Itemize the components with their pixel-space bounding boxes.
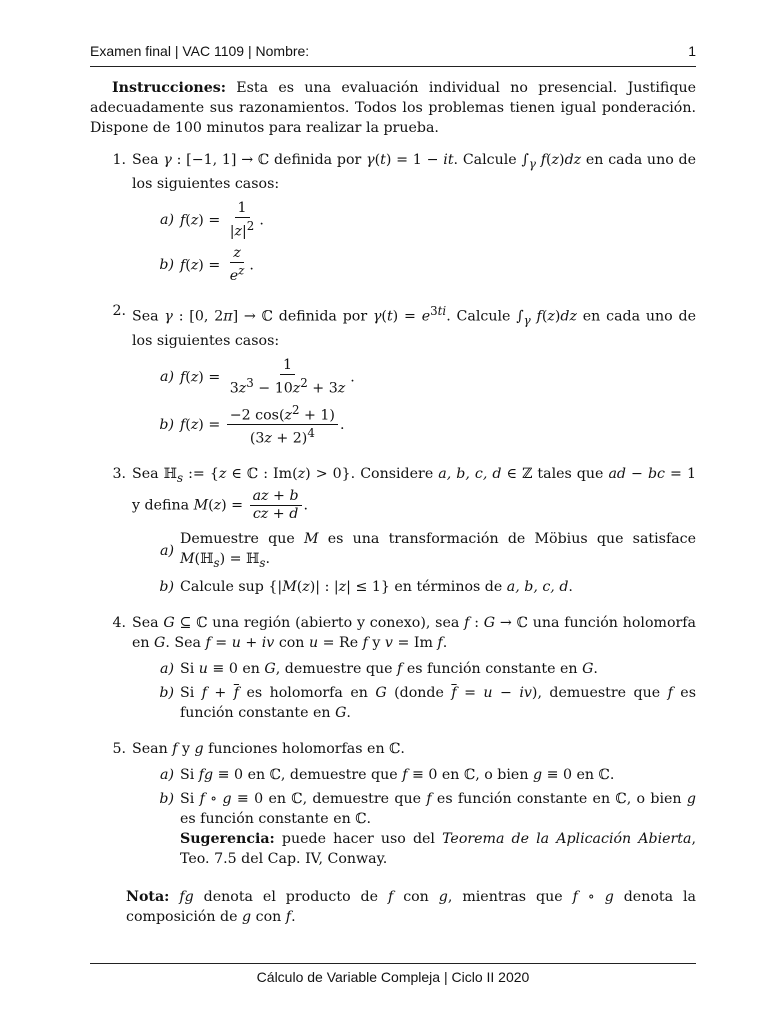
- problem-1: [90, 150, 696, 289]
- instructions-text: Esta es una evaluación individual no presencial. Justifique adecuadamente sus razonamientos. Todos los problemas tienen igual ponderación. Dispone de 100 minutos para realizar la prueba.: [90, 80, 697, 136]
- item-label: a): [160, 660, 174, 677]
- hint-reference: , Teo. 7.5 del Cap. IV, Conway.: [180, 830, 696, 867]
- problem-2: [90, 301, 696, 452]
- problem-1a: a) f(z) = $\frac{1}{|z|^2}$ .: [160, 199, 264, 240]
- footer-rule: [90, 963, 696, 964]
- page-number: 1: [688, 43, 696, 59]
- instructions-label: Instrucciones:: [112, 80, 226, 96]
- note-text: fg denota el producto de f con g, mientras que f ∘ g denota la composición de g con f.: [126, 888, 696, 925]
- note-label: Nota:: [126, 888, 170, 905]
- problem-2a: a) f(z) = $\frac{1}{3z^3 - 10z^2 + 3z}$ .: [160, 356, 355, 397]
- problem-number: 4.: [112, 614, 126, 631]
- item-label: b): [159, 790, 174, 807]
- problem-number: 5.: [112, 740, 126, 757]
- item-label: a): [160, 212, 174, 229]
- problem-2b: b) f(z) = $\frac{-2 \cos(z^2 + 1)}{(3z + 2)^4}$ .: [159, 402, 345, 448]
- item-label: a): [160, 369, 174, 386]
- item-label: b): [159, 416, 174, 433]
- problem-1b: b) f(z) = $\frac{z}{e^z}$ .: [159, 244, 254, 285]
- hint-text: puede hacer uso del: [281, 830, 435, 847]
- item-label: b): [159, 256, 174, 273]
- page-header: [90, 43, 696, 59]
- problem-4b: b) Si $f + \overline{f}$ es holomorfa en G (donde $\overline{f} = u - iv$), demuestre que f es función constante en G.: [159, 684, 696, 721]
- header-title: Examen final | VAC 1109 | Nombre:: [90, 43, 310, 59]
- problem-4a: a) Si u ≡ 0 en G, demuestre que f es función constante en G.: [160, 660, 598, 677]
- problem-5-statement: Sean f y g funciones holomorfas en ℂ.: [132, 740, 405, 757]
- problem-5b: b) Si f ∘ g ≡ 0 en ℂ, demuestre que f es función constante en ℂ, o bien g es función constante en ℂ. Sugerencia: puede hacer uso del Teorema de la Aplicación Abierta, Teo. 7.5 del Cap. IV, Conway.: [159, 790, 696, 867]
- problem-5a: a) Si fg ≡ 0 en ℂ, demuestre que f ≡ 0 en ℂ, o bien g ≡ 0 en ℂ.: [160, 766, 615, 783]
- instructions: [90, 78, 696, 138]
- header-rule: [90, 66, 696, 67]
- item-label: a): [160, 766, 174, 783]
- exam-body: [90, 78, 696, 927]
- problem-4: [90, 613, 696, 727]
- item-label: b): [159, 578, 174, 595]
- problem-2-statement: Sea γ : [0, 2π] → ℂ definida por $\gamma(t) = e^{3ti}$. Calcule $\int_\gamma$ f(z)dz en cada uno de los siguientes casos:: [132, 304, 697, 349]
- problem-3b: b) Calcule sup {|M(z)| : |z| ≤ 1} en términos de a, b, c, d.: [159, 578, 573, 595]
- problem-1-statement: Sea γ : [−1, 1] → ℂ definida por γ(t) = 1 − it. Calcule $\int_\gamma$ f(z)dz en cada uno de los siguientes casos:: [132, 152, 696, 192]
- hint-theorem: Teorema de la Aplicación Abierta: [442, 830, 692, 847]
- page-footer: Cálculo de Variable Compleja | Ciclo II 2020: [256, 969, 530, 985]
- item-label: a): [160, 542, 174, 559]
- problem-3-statement: Sea ℍ$_s$ := {z ∈ ℂ : Im(z) > 0}. Considere a, b, c, d ∈ ℤ tales que ad − bc = 1 y defina M(z) = $\frac{az + b}{cz + d}$ .: [132, 466, 696, 522]
- item-label: b): [159, 684, 174, 701]
- note: [126, 887, 696, 927]
- problem-3: [90, 464, 696, 601]
- problem-4-statement: Sea G ⊆ ℂ una región (abierto y conexo), sea f : G → ℂ una función holomorfa en G. Sea f = u + iv con u = Re f y v = Im f.: [132, 614, 696, 651]
- problem-5: [90, 739, 696, 873]
- problem-number: 1.: [112, 152, 126, 168]
- problem-number: 2.: [112, 303, 126, 320]
- hint-label: Sugerencia:: [180, 830, 275, 847]
- problem-number: 3.: [112, 466, 126, 483]
- problem-3a: a) Demuestre que M es una transformación de Möbius que satisface M(ℍ$_s$) = ℍ$_s$.: [160, 530, 696, 570]
